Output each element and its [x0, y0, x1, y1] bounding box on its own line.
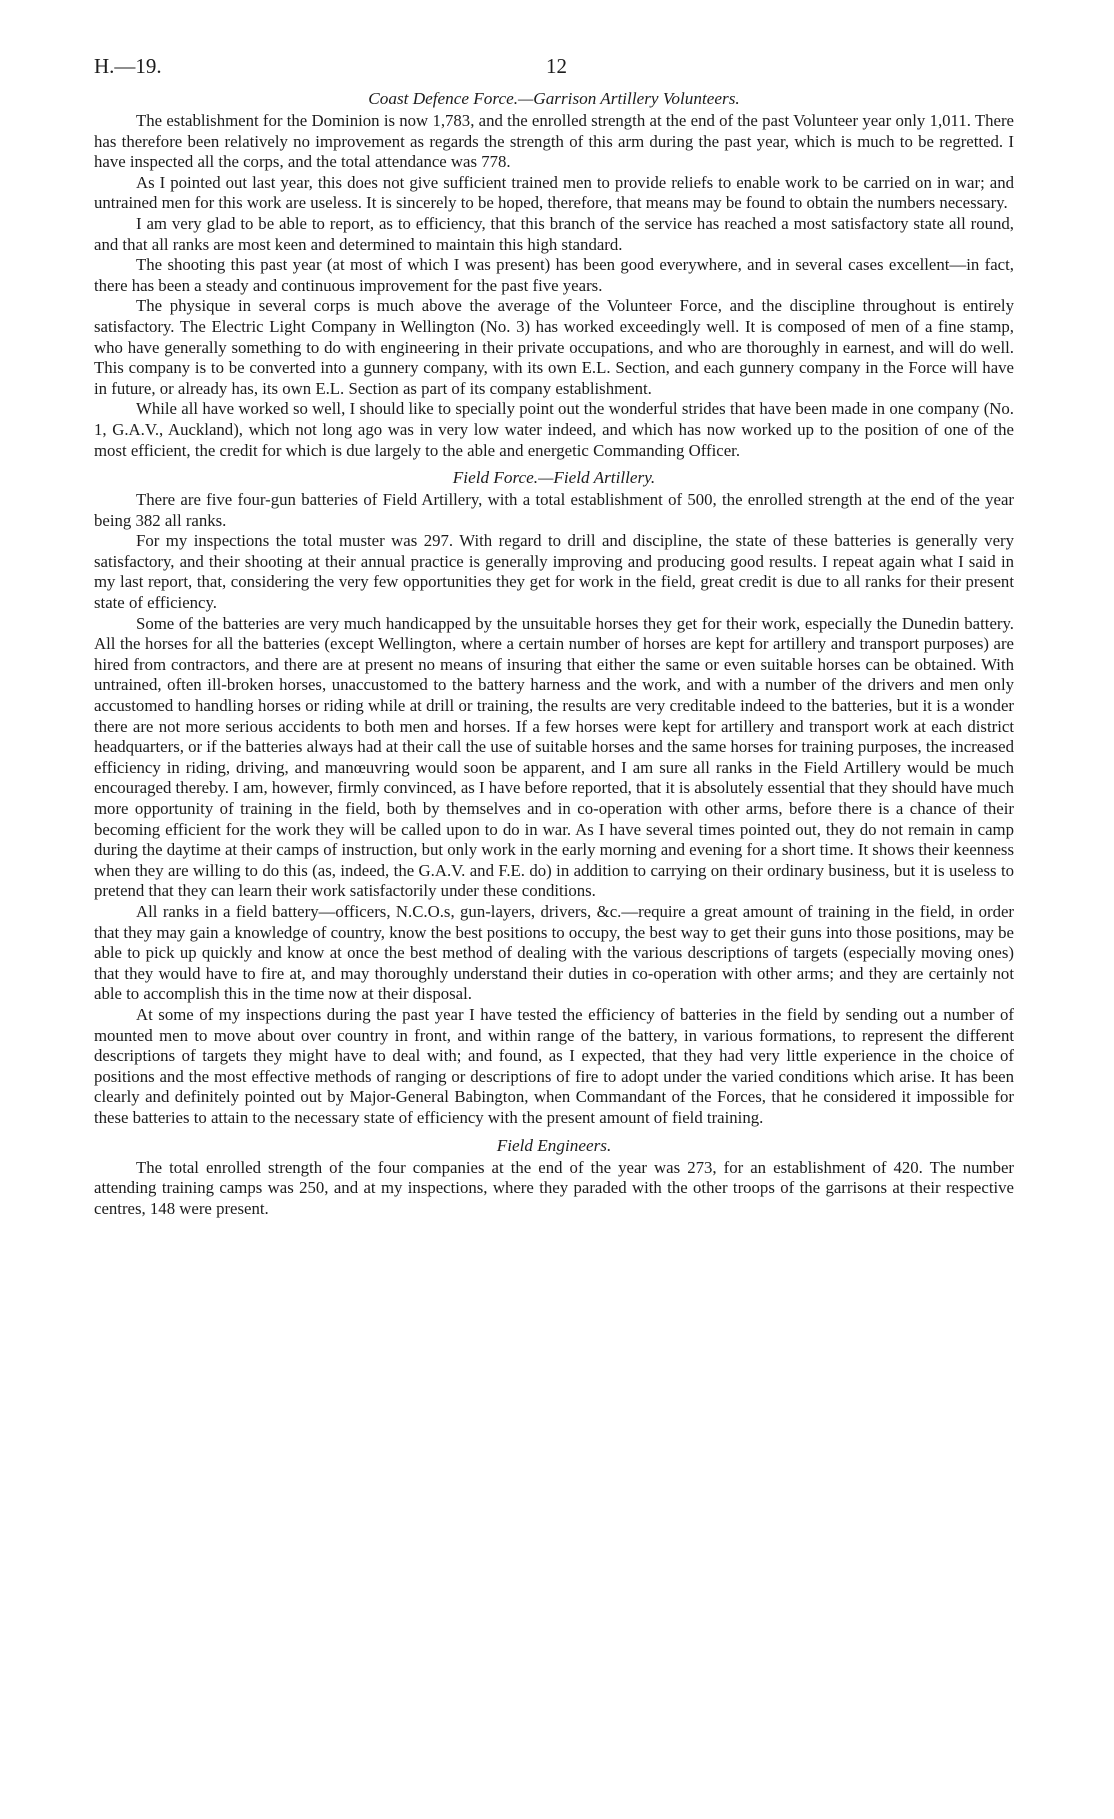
paragraph: While all have worked so well, I should like to specially point out the wonderful strides that have been made in one company (No. 1, G.A.V., Auckland), which not long ago was in very low water indeed, and which has now worked up to the position of one of the most efficient, the credit for which is due largely to the able and energetic Commanding Officer.: [94, 399, 1014, 460]
running-head: [94, 54, 1014, 88]
paragraph: All ranks in a field battery—officers, N.C.O.s, gun-layers, drivers, &c.—require a great amount of training in the field, in order that they may gain a knowledge of country, know the best positions to occupy, the best way to get their guns into those positions, may be able to pick up quickly and know at once the best method of dealing with the various descriptions of targets (especially moving ones) that they would have to fire at, and may thoroughly understand their duties in co-operation with other arms; and they are certainly not able to accomplish this in the time now at their disposal.: [94, 901, 1014, 1004]
paragraph: There are five four-gun batteries of Field Artillery, with a total establishment of 500, the enrolled strength at the end of the year being 382 all ranks.: [94, 490, 1014, 530]
section-heading: Coast Defence Force.—Garrison Artillery Volunteers.: [368, 89, 740, 108]
section-garrison-artillery: [94, 88, 1014, 461]
paragraph: I am very glad to be able to report, as to efficiency, that this branch of the service has reached a most satisfactory state all round, and that all ranks are most keen and determined to maintain this high standard.: [94, 213, 1014, 254]
paragraph: At some of my inspections during the past year I have tested the efficiency of batteries in the field by sending out a number of mounted men to move about over country in front, and within range of the battery, in various formations, to represent the different descriptions of targets they might have to deal with; and found, as I expected, that they had very little experience in the choice of positions and the most effective methods of ranging or descriptions of fire to adopt under the varied conditions which arise. It has been clearly and definitely pointed out by Major-General Babington, when Commandant of the Forces, that he considered it impossible for these batteries to attain to the necessary state of efficiency with the present amount of field training.: [94, 1004, 1014, 1127]
paragraph: As I pointed out last year, this does not give sufficient trained men to provide reliefs to enable work to be carried on in war; and untrained men for this work are useless. It is sincerely to be hoped, therefore, that means may be found to obtain the numbers necessary.: [94, 172, 1014, 213]
paragraph: The total enrolled strength of the four companies at the end of the year was 273, for an establishment of 420. The number attending training camps was 250, and at my inspections, where they paraded with the other troops of the garrisons at their respective centres, 148 were present.: [94, 1157, 1014, 1218]
paragraph: The physique in several corps is much above the average of the Volunteer Force, and the discipline throughout is entirely satisfactory. The Electric Light Company in Wellington (No. 3) has worked exceedingly well. It is composed of men of a fine stamp, who have generally something to do with engineering in their private occupations, and who are thoroughly in earnest, and will do well. This company is to be converted into a gunnery company, with its own E.L. Section, and each gunnery company in the Force will have in future, or already has, its own E.L. Section as part of its company establishment.: [94, 296, 1014, 398]
document-code: H.—19.: [94, 54, 162, 78]
section-heading: Field Engineers.: [496, 1135, 612, 1155]
section-field-engineers: [94, 1135, 1014, 1220]
page-number: 12: [546, 54, 567, 78]
paragraph: For my inspections the total muster was 297. With regard to drill and discipline, the state of these batteries is generally very satisfactory, and their shooting at their annual practice is generally improving and producing good results. I repeat again what I said in my last report, that, considering the very few opportunities they get for work in the field, great credit is due to all ranks for their present state of efficiency.: [94, 531, 1014, 613]
section-heading: Field Force.—Field Artillery.: [452, 468, 656, 488]
paragraph: The shooting this past year (at most of which I was present) has been good everywhere, and in several cases excellent—in fact, there has been a steady and continuous improvement for the past five years.: [94, 255, 1014, 295]
section-field-artillery: [94, 467, 1014, 1128]
paragraph: Some of the batteries are very much handicapped by the unsuitable horses they get for their work, especially the Dunedin battery. All the horses for all the batteries (except Wellington, where a certain number of horses are kept for artillery and transport purposes) are hired from contractors, and there are at present no means of insuring that either the same or even suitable horses can be obtained. With untrained, often ill-broken horses, unaccustomed to the battery harness and the work, and with a number of the drivers and men only accustomed to handling horses or riding while at drill or training, the results are very creditable indeed to the batteries, but it is a wonder there are not more serious accidents to both men and horses. If a few horses were kept for artillery and transport work at each district headquarters, or if the batteries always had at their call the use of suitable horses and the same horses for training purposes, the increased efficiency in riding, driving, and manœuvring would soon be apparent, and I am sure all ranks in the Field Artillery would be much encouraged thereby. I am, however, firmly convinced, as I have before reported, that it is absolutely essential that they should have much more opportunity of training in the field, both by themselves and in co-operation with other arms, before there is a chance of their becoming efficient for the work they will be called upon to do in war. As I have several times pointed out, they do not remain in camp during the daytime at their camps of instruction, but only work in the early morning and evening for a short time. It shows their keenness when they are willing to do this (as, indeed, the G.A.V. and F.E. do) in addition to carrying on their ordinary business, but it is useless to pretend that they can learn their work satisfactorily under these conditions.: [94, 613, 1014, 901]
paragraph: The establishment for the Dominion is now 1,783, and the enrolled strength at the end of the past Volunteer year only 1,011. There has therefore been relatively no improvement as regards the strength of this arm during the past year, which is much to be regretted. I have inspected all the corps, and the total attendance was 778.: [94, 111, 1014, 172]
